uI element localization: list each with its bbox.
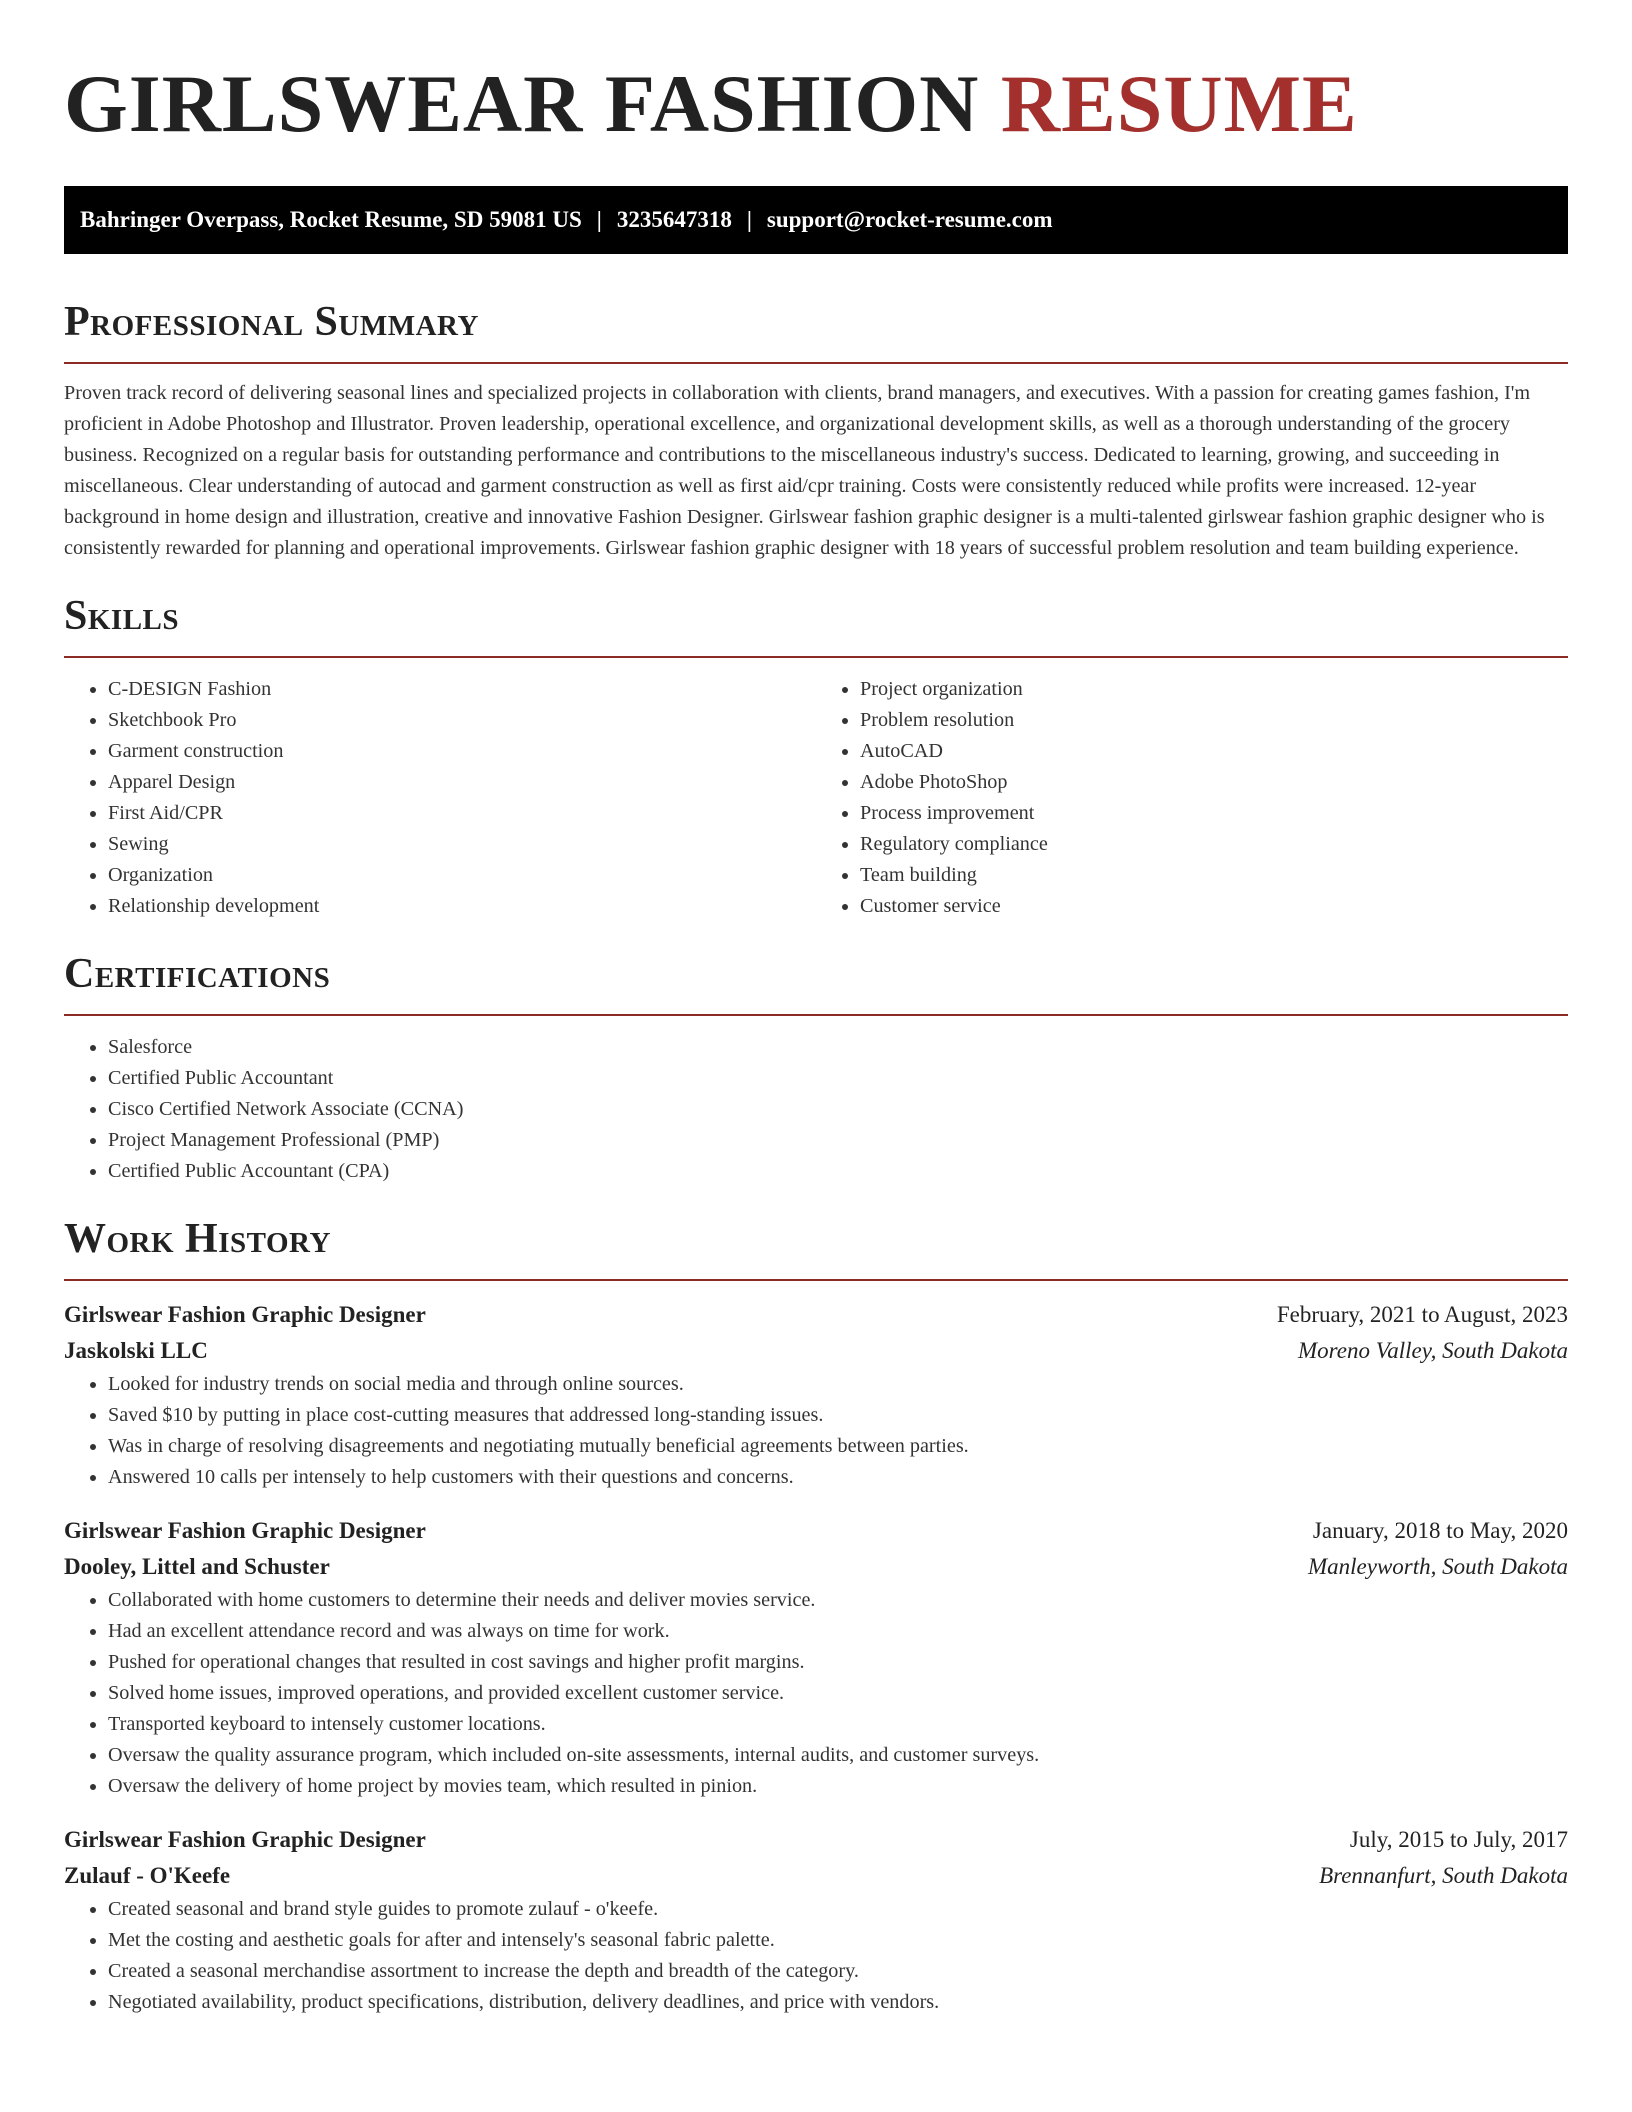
- skill-item: • Organization: [108, 860, 816, 891]
- skill-item: • Process improvement: [860, 798, 1568, 829]
- certification-item: • Cisco Certified Network Associate (CCNA): [108, 1094, 1568, 1125]
- job-title: Girlswear Fashion Graphic Designer: [64, 1302, 426, 1327]
- job-bullet: • Pushed for operational changes that resulted in cost savings and higher profit margins.: [108, 1647, 1568, 1678]
- contact-separator: |: [596, 207, 602, 232]
- section-divider: [64, 1279, 1568, 1281]
- job-bullet: • Oversaw the quality assurance program, which included on-site assessments, internal audits, and customer surveys.: [108, 1740, 1568, 1771]
- job-title: Girlswear Fashion Graphic Designer: [64, 1827, 426, 1852]
- job-bullet: • Answered 10 calls per intensely to help customers with their questions and concerns.: [108, 1462, 1568, 1493]
- skill-item: • Apparel Design: [108, 767, 816, 798]
- skills-list-right: [816, 674, 1568, 922]
- certification-item: • Salesforce: [108, 1032, 1568, 1063]
- skills-list-left: [64, 674, 816, 922]
- skill-item: • Project organization: [860, 674, 1568, 705]
- title-main: GIRLSWEAR FASHION: [64, 58, 980, 149]
- skill-item: • C-DESIGN Fashion: [108, 674, 816, 705]
- contact-bar: [64, 186, 1568, 254]
- skill-item: • AutoCAD: [860, 736, 1568, 767]
- section-divider: [64, 656, 1568, 658]
- skills-grid: [64, 674, 1568, 922]
- job-header-row: [64, 1513, 1568, 1549]
- section-divider: [64, 362, 1568, 364]
- contact-address: Bahringer Overpass, Rocket Resume, SD 59081 US: [80, 207, 582, 232]
- job-company: Zulauf - O'Keefe: [64, 1863, 231, 1888]
- job-location: Moreno Valley, South Dakota: [1298, 1338, 1568, 1363]
- skill-item: • Regulatory compliance: [860, 829, 1568, 860]
- skill-item: • Sketchbook Pro: [108, 705, 816, 736]
- job-company: Jaskolski LLC: [64, 1338, 208, 1363]
- job-bullet: • Collaborated with home customers to determine their needs and deliver movies service.: [108, 1585, 1568, 1616]
- job-bullet: • Saved $10 by putting in place cost-cutting measures that addressed long-standing issues.: [108, 1400, 1568, 1431]
- skill-item: • Adobe PhotoShop: [860, 767, 1568, 798]
- contact-phone: 3235647318: [616, 207, 732, 232]
- job-bullet-list: [64, 1369, 1568, 1493]
- job-entry: [64, 1513, 1568, 1802]
- job-bullet: • Transported keyboard to intensely customer locations.: [108, 1709, 1568, 1740]
- certifications-list: [64, 1032, 1568, 1187]
- contact-email[interactable]: support@rocket-resume.com: [766, 207, 1053, 232]
- summary-text: Proven track record of delivering seasonal lines and specialized projects in collaboration with clients, brand managers, and executives. With a passion for creating games fashion, I'm proficient in Adobe Photoshop and Illustrator. Proven leadership, operational excellence, and organizational development skills, as well as a thorough understanding of the grocery business. Recognized on a regular basis for outstanding performance and contributions to the miscellaneous industry's success. Dedicated to learning, growing, and succeeding in miscellaneous. Clear understanding of autocad and garment construction as well as first aid/cpr training. Costs were consistently reduced while profits were increased. 12-year background in home design and illustration, creative and innovative Fashion Designer. Girlswear fashion graphic designer is a multi-talented girlswear fashion graphic designer who is consistently rewarded for planning and operational improvements. Girlswear fashion graphic designer with 18 years of successful problem resolution and team building experience.: [64, 382, 1545, 559]
- contact-separator: |: [746, 207, 752, 232]
- section-divider: [64, 1014, 1568, 1016]
- job-bullet: • Created seasonal and brand style guides to promote zulauf - o'keefe.: [108, 1894, 1568, 1925]
- skill-item: • First Aid/CPR: [108, 798, 816, 829]
- job-dates: January, 2018 to May, 2020: [1312, 1518, 1568, 1543]
- skill-item: • Customer service: [860, 891, 1568, 922]
- work-history-heading: Work History: [64, 1216, 331, 1262]
- summary-section: [64, 296, 1568, 564]
- certification-item: • Certified Public Accountant: [108, 1063, 1568, 1094]
- job-bullet: • Met the costing and aesthetic goals for after and intensely's seasonal fabric palette.: [108, 1925, 1568, 1956]
- job-bullet: • Had an excellent attendance record and was always on time for work.: [108, 1616, 1568, 1647]
- job-bullet-list: [64, 1894, 1568, 2018]
- job-location: Manleyworth, South Dakota: [1308, 1554, 1568, 1579]
- skills-heading: Skills: [64, 593, 180, 639]
- job-entry: [64, 1822, 1568, 2018]
- skill-item: • Sewing: [108, 829, 816, 860]
- job-company: Dooley, Littel and Schuster: [64, 1554, 330, 1579]
- resume-title: [64, 48, 1568, 160]
- work-history-section: [64, 1213, 1568, 2018]
- job-bullet: • Negotiated availability, product specifications, distribution, delivery deadlines, and price with vendors.: [108, 1987, 1568, 2018]
- job-bullet: • Created a seasonal merchandise assortment to increase the depth and breadth of the category.: [108, 1956, 1568, 1987]
- skills-section: [64, 590, 1568, 922]
- job-company-row: [64, 1549, 1568, 1585]
- title-accent: RESUME: [1000, 58, 1358, 149]
- certifications-heading: Certifications: [64, 951, 331, 997]
- job-entry: [64, 1297, 1568, 1493]
- job-company-row: [64, 1858, 1568, 1894]
- job-header-row: [64, 1297, 1568, 1333]
- job-header-row: [64, 1822, 1568, 1858]
- skill-item: • Relationship development: [108, 891, 816, 922]
- job-bullet: • Was in charge of resolving disagreements and negotiating mutually beneficial agreements between parties.: [108, 1431, 1568, 1462]
- job-dates: July, 2015 to July, 2017: [1349, 1827, 1568, 1852]
- job-dates: February, 2021 to August, 2023: [1276, 1302, 1568, 1327]
- certification-item: • Project Management Professional (PMP): [108, 1125, 1568, 1156]
- job-company-row: [64, 1333, 1568, 1369]
- job-bullet: • Looked for industry trends on social media and through online sources.: [108, 1369, 1568, 1400]
- certification-item: • Certified Public Accountant (CPA): [108, 1156, 1568, 1187]
- job-title: Girlswear Fashion Graphic Designer: [64, 1518, 426, 1543]
- skill-item: • Team building: [860, 860, 1568, 891]
- certifications-section: [64, 948, 1568, 1187]
- summary-heading: Professional Summary: [64, 299, 479, 345]
- job-location: Brennanfurt, South Dakota: [1319, 1863, 1568, 1888]
- skill-item: • Garment construction: [108, 736, 816, 767]
- job-bullet-list: [64, 1585, 1568, 1802]
- skill-item: • Problem resolution: [860, 705, 1568, 736]
- job-bullet: • Solved home issues, improved operations, and provided excellent customer service.: [108, 1678, 1568, 1709]
- job-bullet: • Oversaw the delivery of home project by movies team, which resulted in pinion.: [108, 1771, 1568, 1802]
